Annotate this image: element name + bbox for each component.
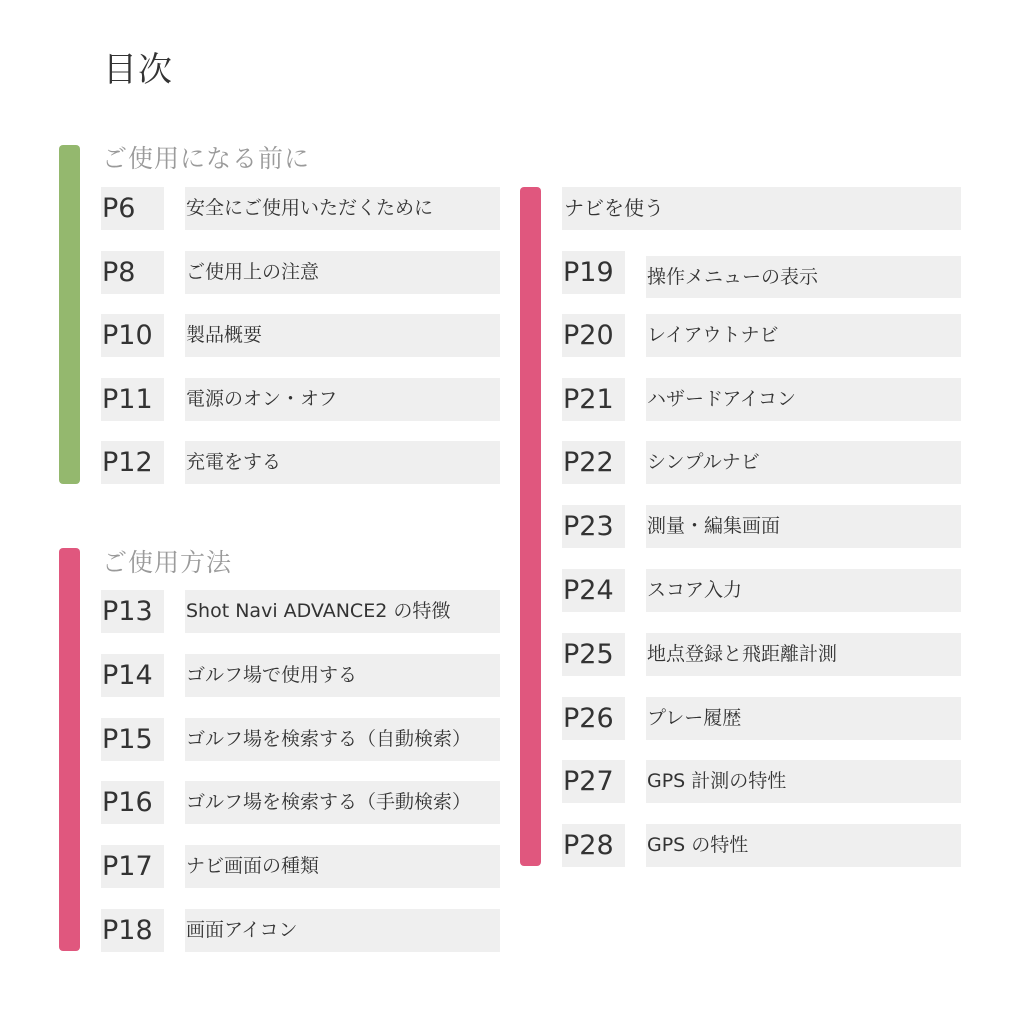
page-number: P19 <box>562 251 625 294</box>
toc-label: GPS 計測の特性 <box>646 760 961 803</box>
page-number: P26 <box>562 697 625 740</box>
page-number: P13 <box>101 590 164 633</box>
toc-label: 画面アイコン <box>185 909 500 952</box>
page-number: P6 <box>101 187 164 230</box>
toc-label: Shot Navi ADVANCE2 の特徴 <box>185 590 500 633</box>
toc-label: ご使用上の注意 <box>185 251 500 294</box>
page-number: P20 <box>562 314 625 357</box>
page-number: P22 <box>562 441 625 484</box>
page-number: P11 <box>101 378 164 421</box>
toc-label: ハザードアイコン <box>646 378 961 421</box>
subsection-title[interactable]: ナビを使う <box>562 187 961 230</box>
toc-label: 電源のオン・オフ <box>185 378 500 421</box>
toc-label: 製品概要 <box>185 314 500 357</box>
toc-label: レイアウトナビ <box>646 314 961 357</box>
toc-label: プレー履歴 <box>646 697 961 740</box>
page-number: P28 <box>562 824 625 867</box>
page-number: P27 <box>562 760 625 803</box>
section2-title: ご使用方法 <box>102 548 233 577</box>
toc-label: 地点登録と飛距離計測 <box>646 633 961 676</box>
page-number: P14 <box>101 654 164 697</box>
toc-label: ゴルフ場で使用する <box>185 654 500 697</box>
page-number: P15 <box>101 718 164 761</box>
toc-label: スコア入力 <box>646 569 961 612</box>
page-number: P25 <box>562 633 625 676</box>
toc-label: GPS の特性 <box>646 824 961 867</box>
page-number: P18 <box>101 909 164 952</box>
page-number: P21 <box>562 378 625 421</box>
page-number: P12 <box>101 441 164 484</box>
page-number: P10 <box>101 314 164 357</box>
page-number: P17 <box>101 845 164 888</box>
toc-label: ナビ画面の種類 <box>185 845 500 888</box>
section1-green-bar <box>59 145 80 484</box>
subsection-pink-bar <box>520 187 541 866</box>
section2-pink-bar <box>59 548 80 951</box>
toc-label: シンプルナビ <box>646 441 961 484</box>
toc-label: ゴルフ場を検索する（手動検索） <box>185 781 500 824</box>
page-number: P8 <box>101 251 164 294</box>
toc-label: 測量・編集画面 <box>646 505 961 548</box>
toc-label: 操作メニューの表示 <box>646 256 961 298</box>
section1-title: ご使用になる前に <box>102 144 311 173</box>
page-number: P24 <box>562 569 625 612</box>
page-number: P23 <box>562 505 625 548</box>
toc-label: ゴルフ場を検索する（自動検索） <box>185 718 500 761</box>
page-number: P16 <box>101 781 164 824</box>
toc-label: 安全にご使用いただくために <box>185 187 500 230</box>
page-title: 目次 <box>103 50 173 90</box>
toc-label: 充電をする <box>185 441 500 484</box>
